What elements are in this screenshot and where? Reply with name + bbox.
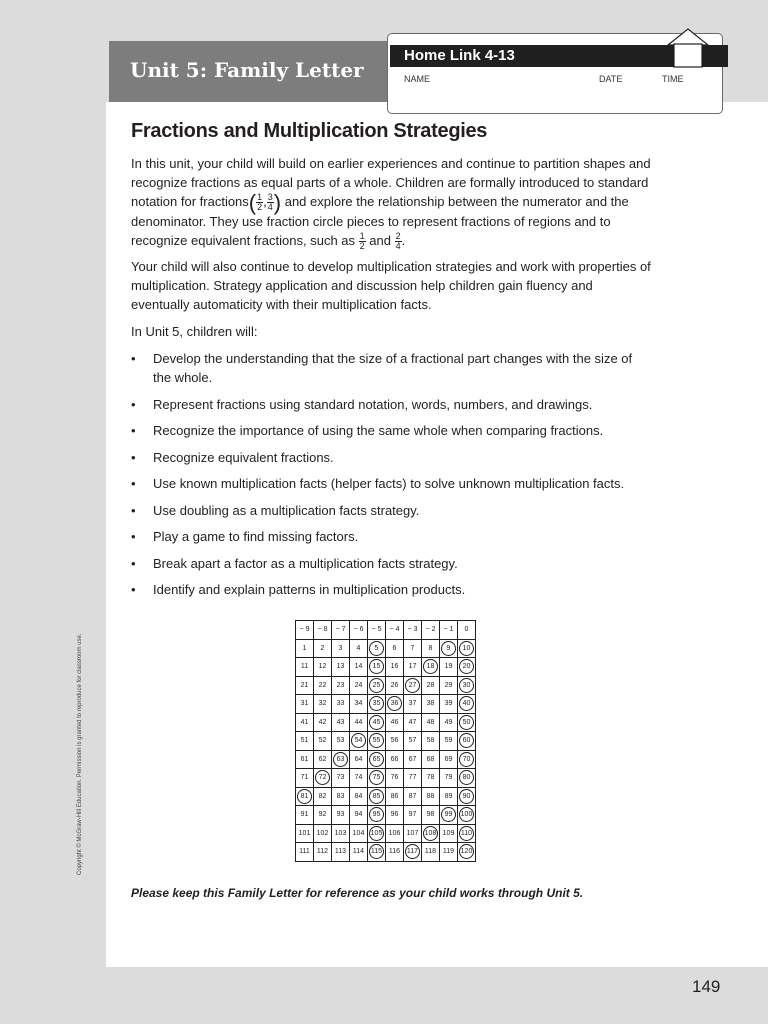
grid-number: 4 [356, 644, 361, 652]
grid-cell [296, 713, 314, 732]
grid-cell-circled [368, 639, 386, 658]
grid-number: 13 [336, 663, 345, 671]
grid-number: 14 [354, 663, 363, 671]
intro-text-1: In this unit, your child will build on earlier experiences and continue to partition shapes and recognize fractions as equal parts of a whole. Children are formally introduced to standard notation for fractions [131, 156, 651, 209]
grid-cell [314, 658, 332, 677]
grid-number: 33 [336, 700, 345, 708]
grid-cell-circled [458, 824, 476, 843]
grid-cell [422, 843, 440, 862]
list-item: • Break apart a factor as a multiplication facts strategy. [131, 554, 651, 573]
number-grid-table [295, 620, 476, 862]
grid-cell [296, 769, 314, 788]
grid-number: 57 [408, 737, 417, 745]
grid-number: 30 [462, 681, 471, 689]
grid-number: 3 [338, 644, 343, 652]
close-paren: ) [273, 190, 282, 216]
grid-number: 91 [300, 811, 309, 819]
grid-number: 118 [424, 848, 437, 856]
grid-cell-circled [458, 713, 476, 732]
grid-cell-circled [368, 787, 386, 806]
time-label: TIME [662, 74, 684, 84]
grid-cell-circled [440, 639, 458, 658]
grid-cell [332, 843, 350, 862]
list-item: • Recognize equivalent fractions. [131, 448, 651, 467]
grid-number: 10 [462, 644, 471, 652]
grid-header-cell: − 2 [422, 621, 440, 640]
grid-number: 104 [352, 829, 365, 837]
grid-cell [332, 732, 350, 751]
grid-cell [314, 732, 332, 751]
grid-cell-circled [440, 806, 458, 825]
grid-number: 5 [374, 644, 379, 652]
grid-number: 50 [462, 718, 471, 726]
grid-cell [440, 658, 458, 677]
grid-cell-circled [350, 732, 368, 751]
grid-cell [422, 713, 440, 732]
grid-number: 102 [316, 829, 329, 837]
grid-cell-circled [458, 732, 476, 751]
grid-number: 39 [444, 700, 453, 708]
grid-cell-circled [314, 769, 332, 788]
grid-number: 20 [462, 663, 471, 671]
grid-number: 95 [372, 811, 381, 819]
grid-number: 84 [354, 792, 363, 800]
list-item: • Use known multiplication facts (helper facts) to solve unknown multiplication facts. [131, 474, 651, 493]
grid-cell [314, 824, 332, 843]
grid-number: 111 [299, 848, 310, 856]
name-label: NAME [404, 74, 431, 84]
grid-number: 62 [318, 755, 327, 763]
grid-number: 69 [444, 755, 453, 763]
grid-cell-circled [458, 639, 476, 658]
grid-row [296, 639, 476, 658]
unit-goals-list [131, 349, 651, 607]
grid-number: 23 [336, 681, 345, 689]
grid-number: 17 [408, 663, 417, 671]
unit-title: Unit 5: Family Letter [130, 58, 364, 82]
grid-number: 46 [390, 718, 399, 726]
grid-cell-circled [422, 658, 440, 677]
grid-number: 73 [336, 774, 345, 782]
grid-cell-circled [422, 824, 440, 843]
grid-cell [332, 824, 350, 843]
page-number: 149 [692, 977, 721, 996]
grid-cell-circled [458, 843, 476, 862]
grid-number: 53 [336, 737, 345, 745]
grid-cell-circled [458, 676, 476, 695]
grid-cell [386, 658, 404, 677]
grid-number: 36 [390, 700, 399, 708]
grid-cell [422, 676, 440, 695]
grid-number: 52 [318, 737, 327, 745]
grid-number: 47 [408, 718, 417, 726]
grid-cell-circled [458, 787, 476, 806]
grid-number: 87 [408, 792, 417, 800]
grid-cell [404, 658, 422, 677]
fraction-three-fourths: $\frac{3}{4}$ [267, 192, 273, 213]
grid-cell-circled [368, 713, 386, 732]
grid-number: 32 [318, 700, 327, 708]
grid-number: 55 [372, 737, 381, 745]
grid-cell [422, 639, 440, 658]
grid-cell [350, 750, 368, 769]
grid-number: 28 [426, 681, 435, 689]
grid-number: 49 [444, 718, 453, 726]
grid-cell [440, 769, 458, 788]
copyright-notice: Copyright © McGraw-Hill Education. Permission is granted to reproduce for classroom use. [77, 633, 83, 875]
grid-number: 16 [390, 663, 399, 671]
grid-cell [350, 806, 368, 825]
grid-cell [404, 824, 422, 843]
grid-number: 85 [372, 792, 381, 800]
document-title: Fractions and Multiplication Strategies [131, 120, 488, 142]
grid-cell-circled [368, 658, 386, 677]
grid-number: 90 [462, 792, 471, 800]
grid-number: 72 [318, 774, 327, 782]
grid-cell [422, 769, 440, 788]
grid-cell [332, 787, 350, 806]
grid-number: 40 [462, 700, 471, 708]
grid-number: 86 [390, 792, 399, 800]
grid-number: 96 [390, 811, 399, 819]
grid-number: 100 [460, 811, 473, 819]
grid-cell [386, 806, 404, 825]
grid-cell [314, 676, 332, 695]
grid-header-cell: − 8 [314, 621, 332, 640]
grid-number: 116 [388, 848, 401, 856]
grid-number: 106 [388, 829, 401, 837]
grid-cell [314, 787, 332, 806]
grid-row [296, 769, 476, 788]
grid-number: 94 [354, 811, 363, 819]
grid-cell [314, 639, 332, 658]
grid-cell [296, 824, 314, 843]
grid-cell [350, 769, 368, 788]
grid-number: 79 [444, 774, 453, 782]
grid-cell [314, 750, 332, 769]
grid-number: 51 [300, 737, 309, 745]
grid-number: 88 [426, 792, 435, 800]
grid-number: 26 [390, 681, 399, 689]
grid-number: 81 [300, 792, 309, 800]
grid-number: 61 [300, 755, 309, 763]
grid-number: 54 [354, 737, 363, 745]
grid-number: 22 [318, 681, 327, 689]
number-grid [295, 620, 476, 862]
grid-number: 101 [298, 829, 311, 837]
grid-cell-circled [458, 806, 476, 825]
home-link-title: Home Link 4-13 [404, 47, 515, 64]
grid-number: 108 [424, 829, 437, 837]
grid-row [296, 843, 476, 862]
grid-number: 66 [390, 755, 399, 763]
fraction-one-half-b: $\frac{1}{2}$ [359, 231, 365, 252]
grid-number: 83 [336, 792, 345, 800]
grid-number: 120 [460, 848, 473, 856]
grid-number: 42 [318, 718, 327, 726]
house-icon [666, 27, 710, 69]
grid-cell [440, 824, 458, 843]
grid-cell [350, 695, 368, 714]
grid-cell-circled [458, 695, 476, 714]
open-paren: ( [248, 190, 257, 216]
grid-cell [404, 713, 422, 732]
grid-cell [422, 787, 440, 806]
grid-cell-circled [386, 695, 404, 714]
grid-header-cell: − 1 [440, 621, 458, 640]
grid-number: 31 [300, 700, 309, 708]
grid-header-row [296, 621, 476, 640]
grid-cell-circled [458, 658, 476, 677]
grid-cell-circled [458, 769, 476, 788]
date-label: DATE [599, 74, 623, 84]
grid-cell [296, 843, 314, 862]
grid-cell-circled [404, 843, 422, 862]
list-item: • Identify and explain patterns in multiplication products. [131, 580, 651, 599]
grid-number: 45 [372, 718, 381, 726]
intro-paragraph: In this unit, your child will build on earlier experiences and continue to partition shapes and recognize fractions as equal parts of a whole. Children are formally introduced to standard notation for fractions( $\frac{1}{2}$ , $\frac{3}{4}$ ) and explore the relationship between the numerator and the denominator. They use fraction circle pieces to represent fractions of regions and to recognize equivalent fractions, such as $\frac{1}{2}$ and $\frac{2}{4}$ . [131, 156, 651, 252]
grid-number: 35 [372, 700, 381, 708]
grid-cell [314, 806, 332, 825]
grid-number: 7 [410, 644, 415, 652]
grid-cell [440, 732, 458, 751]
grid-number: 71 [300, 774, 309, 782]
grid-header-cell: − 6 [350, 621, 368, 640]
grid-number: 110 [460, 829, 473, 837]
grid-number: 99 [444, 811, 453, 819]
grid-number: 43 [336, 718, 345, 726]
grid-cell [314, 695, 332, 714]
grid-number: 82 [318, 792, 327, 800]
grid-number: 114 [352, 848, 365, 856]
grid-number: 11 [300, 663, 309, 671]
grid-number: 92 [318, 811, 327, 819]
grid-number: 27 [408, 681, 417, 689]
grid-cell [350, 639, 368, 658]
grid-number: 67 [408, 755, 417, 763]
grid-cell-circled [368, 824, 386, 843]
grid-number: 64 [354, 755, 363, 763]
grid-cell [332, 639, 350, 658]
strategy-paragraph: Your child will also continue to develop multiplication strategies and work with properties of multiplication. Strategy application and discussion help children gain fluency and eventually automaticity with their multiplication facts. [131, 259, 651, 312]
intro-text-2: and explore the relationship between the numerator and the denominator. They use fraction circle pieces to represent fractions of regions and to recognize equivalent fractions, such as [131, 194, 629, 249]
grid-cell [440, 750, 458, 769]
grid-row [296, 676, 476, 695]
grid-number: 2 [320, 644, 325, 652]
grid-number: 113 [334, 848, 347, 856]
grid-number: 77 [408, 774, 417, 782]
grid-cell [332, 658, 350, 677]
grid-number: 115 [370, 848, 383, 856]
grid-cell [296, 658, 314, 677]
grid-cell [386, 676, 404, 695]
grid-cell [332, 695, 350, 714]
grid-number: 112 [316, 848, 329, 856]
grid-cell [404, 787, 422, 806]
grid-cell [404, 769, 422, 788]
grid-header-cell: − 5 [368, 621, 386, 640]
list-item: • Play a game to find missing factors. [131, 527, 651, 546]
grid-number: 60 [462, 737, 471, 745]
grid-header-cell: − 9 [296, 621, 314, 640]
grid-cell-circled [368, 769, 386, 788]
grid-cell [440, 713, 458, 732]
grid-number: 59 [444, 737, 453, 745]
grid-number: 37 [408, 700, 417, 708]
list-item: • Use doubling as a multiplication facts strategy. [131, 501, 651, 520]
grid-cell-circled [404, 676, 422, 695]
grid-cell [314, 843, 332, 862]
grid-number: 12 [318, 663, 327, 671]
grid-row [296, 824, 476, 843]
grid-number: 44 [354, 718, 363, 726]
grid-number: 97 [408, 811, 417, 819]
grid-number: 24 [354, 681, 363, 689]
grid-number: 9 [446, 644, 451, 652]
grid-row [296, 806, 476, 825]
grid-number: 68 [426, 755, 435, 763]
grid-row [296, 695, 476, 714]
grid-cell [440, 676, 458, 695]
grid-cell [404, 806, 422, 825]
grid-cell [350, 787, 368, 806]
grid-cell [386, 732, 404, 751]
grid-cell [404, 750, 422, 769]
grid-cell [296, 806, 314, 825]
grid-number: 117 [406, 848, 419, 856]
grid-cell [296, 732, 314, 751]
grid-cell [350, 843, 368, 862]
grid-cell [296, 639, 314, 658]
list-item: • Represent fractions using standard notation, words, numbers, and drawings. [131, 395, 651, 414]
grid-cell [332, 806, 350, 825]
grid-row [296, 787, 476, 806]
grid-cell [332, 676, 350, 695]
grid-number: 105 [370, 829, 383, 837]
grid-cell-circled [368, 843, 386, 862]
grid-cell [422, 806, 440, 825]
grid-number: 6 [392, 644, 397, 652]
grid-cell [386, 713, 404, 732]
grid-number: 38 [426, 700, 435, 708]
grid-cell [422, 695, 440, 714]
grid-number: 1 [302, 644, 307, 652]
grid-number: 41 [300, 718, 309, 726]
grid-header-cell: − 7 [332, 621, 350, 640]
intro-text-3: and [365, 233, 395, 249]
grid-cell [386, 639, 404, 658]
grid-cell [296, 750, 314, 769]
list-item: • Recognize the importance of using the same whole when comparing fractions. [131, 421, 651, 440]
grid-number: 74 [354, 774, 363, 782]
grid-cell-circled [368, 695, 386, 714]
grid-number: 15 [372, 663, 381, 671]
grid-cell [296, 695, 314, 714]
grid-cell [386, 787, 404, 806]
grid-cell [404, 639, 422, 658]
list-item: • Develop the understanding that the size of a fractional part changes with the size of the whole. [131, 349, 651, 387]
grid-cell [350, 676, 368, 695]
grid-cell-circled [368, 732, 386, 751]
grid-cell [350, 713, 368, 732]
grid-number: 78 [426, 774, 435, 782]
grid-number: 107 [406, 829, 419, 837]
intro-text-4: . [401, 233, 406, 249]
grid-cell [440, 843, 458, 862]
grid-number: 93 [336, 811, 345, 819]
fraction-two-fourths: $\frac{2}{4}$ [395, 231, 401, 252]
grid-header-cell: − 4 [386, 621, 404, 640]
grid-number: 21 [300, 681, 309, 689]
grid-cell-circled [368, 750, 386, 769]
grid-number: 8 [428, 644, 433, 652]
grid-cell [386, 769, 404, 788]
grid-number: 80 [462, 774, 471, 782]
grid-cell-circled [332, 750, 350, 769]
grid-cell [350, 824, 368, 843]
grid-cell [440, 787, 458, 806]
grid-cell [440, 695, 458, 714]
grid-number: 63 [336, 755, 345, 763]
grid-number: 29 [444, 681, 453, 689]
grid-cell [332, 713, 350, 732]
grid-number: 18 [426, 663, 435, 671]
grid-number: 70 [462, 755, 471, 763]
grid-number: 34 [354, 700, 363, 708]
grid-cell [404, 732, 422, 751]
grid-cell-circled [458, 750, 476, 769]
grid-number: 65 [372, 755, 381, 763]
grid-row [296, 750, 476, 769]
grid-number: 25 [372, 681, 381, 689]
grid-header-cell: 0 [458, 621, 476, 640]
grid-cell [386, 843, 404, 862]
grid-row [296, 732, 476, 751]
grid-row [296, 658, 476, 677]
grid-cell-circled [368, 806, 386, 825]
grid-number: 58 [426, 737, 435, 745]
grid-cell [296, 676, 314, 695]
grid-cell [386, 824, 404, 843]
grid-cell-circled [368, 676, 386, 695]
grid-number: 56 [390, 737, 399, 745]
grid-number: 98 [426, 811, 435, 819]
grid-header-cell: − 3 [404, 621, 422, 640]
fraction-one-half: $\frac{1}{2}$ [257, 192, 263, 213]
grid-cell [332, 769, 350, 788]
grid-number: 109 [442, 829, 455, 837]
grid-cell [350, 658, 368, 677]
grid-number: 48 [426, 718, 435, 726]
grid-number: 89 [444, 792, 453, 800]
grid-number: 119 [442, 848, 455, 856]
unit-goals-intro: In Unit 5, children will: [131, 324, 258, 339]
grid-cell-circled [296, 787, 314, 806]
grid-number: 76 [390, 774, 399, 782]
grid-cell [314, 713, 332, 732]
grid-number: 103 [334, 829, 347, 837]
grid-cell [422, 750, 440, 769]
grid-cell [404, 695, 422, 714]
grid-number: 75 [372, 774, 381, 782]
grid-row [296, 713, 476, 732]
grid-cell [386, 750, 404, 769]
footer-note: Please keep this Family Letter for reference as your child works through Unit 5. [131, 886, 584, 900]
grid-cell [422, 732, 440, 751]
grid-number: 19 [444, 663, 453, 671]
